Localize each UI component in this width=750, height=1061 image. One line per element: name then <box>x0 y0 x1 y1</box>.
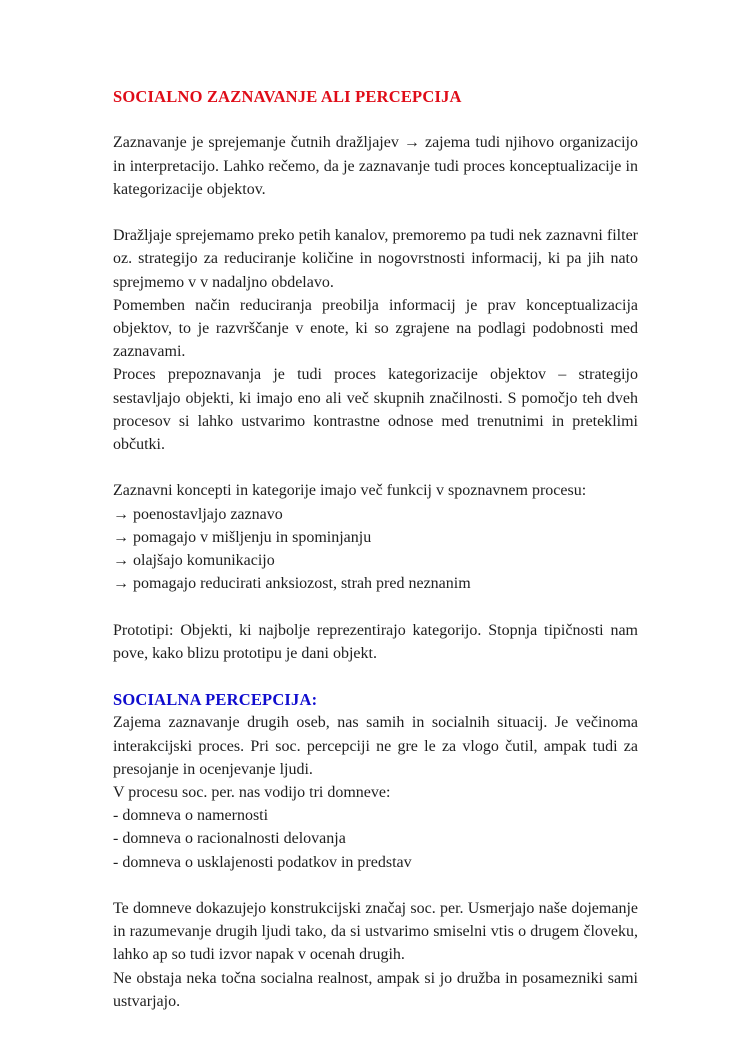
document-title: SOCIALNO ZAZNAVANJE ALI PERCEPCIJA <box>113 87 462 106</box>
paragraph-channels-filter: Dražljaje sprejemamo preko petih kanalov, premoremo pa tudi nek zaznavni filter oz. strategijo za reduciranje količine in nogovrstnosti informacij, ki pa jih nato sprejmemo v v nadaljno obdelavo. <box>113 227 638 291</box>
dash-list-item: - domneva o namernosti <box>113 807 269 825</box>
section-title-social-perception: SOCIALNA PERCEPCIJA: <box>113 690 318 710</box>
blank-line <box>113 456 638 479</box>
blank-line <box>113 201 638 224</box>
paragraph-perception-intro: Zaznavanje je sprejemanje čutnih dražljajev → zajema tudi njihovo organizacijo in interpretacijo. Lahko rečemo, da je zaznavanje tudi proces konceptualizacije in kategorizacije objektov. <box>113 134 638 198</box>
arrow-list-item: → poenostavljajo zaznavo <box>113 505 283 523</box>
blank-line <box>113 108 638 131</box>
paragraph-social-perception: Zajema zaznavanje drugih oseb, nas samih in socialnih situacij. Je večinoma interakcijski proces. Pri soc. percepciji ne gre le za vlogo čutil, ampak tudi za presojanje in ocenjevanje ljudi. <box>113 714 638 778</box>
paragraph-social-reality: Ne obstaja neka točna socialna realnost, ampak si jo družba in posamezniki sami ustvarjajo. <box>113 969 638 1010</box>
paragraph-constructive-character: Te domneve dokazujejo konstrukcijski značaj soc. per. Usmerjajo naše dojemanje in razumevanje drugih ljudi tako, da si ustvarimo smiselni vtis o drugem človeku, lahko ap so tudi izvor napak v ocenah drugih. <box>113 900 638 964</box>
dash-list-item: - domneva o usklajenosti podatkov in predstav <box>113 853 412 871</box>
arrow-list-item: → olajšajo komunikacijo <box>113 552 275 570</box>
assumptions-list-intro: V procesu soc. per. nas vodijo tri domneve: <box>113 784 391 802</box>
paragraph-information-reduction: Pomemben način reduciranja preobilja informacij je prav konceptualizacija objektov, to je razvrščanje v enote, ki so zgrajene na podlagi podobnosti med zaznavami. <box>113 296 638 361</box>
paragraph-prototypes: Prototipi: Objekti, ki najbolje reprezentirajo kategorijo. Stopnja tipičnosti nam pove, kako blizu prototipu je dani objekt. <box>113 621 638 662</box>
blank-line <box>113 595 638 618</box>
arrow-list-item: → pomagajo reducirati anksiozost, strah pred neznanim <box>113 575 471 593</box>
blank-line <box>113 665 638 688</box>
blank-line <box>113 874 638 897</box>
arrow-list-item: → pomagajo v mišljenju in spominjanju <box>113 528 372 546</box>
dash-list-item: - domneva o racionalnosti delovanja <box>113 830 346 848</box>
functions-list-intro: Zaznavni koncepti in kategorije imajo več funkcij v spoznavnem procesu: <box>113 482 587 500</box>
paragraph-recognition-categorization: Proces prepoznavanja je tudi proces kategorizacije objektov – strategijo sestavljajo objekti, ki imajo eno ali več skupnih značilnosti. S pomočjo teh dveh procesov si lahko ustvarimo kontrastne odnose med trenutnimi in preteklimi občutki. <box>113 366 638 454</box>
